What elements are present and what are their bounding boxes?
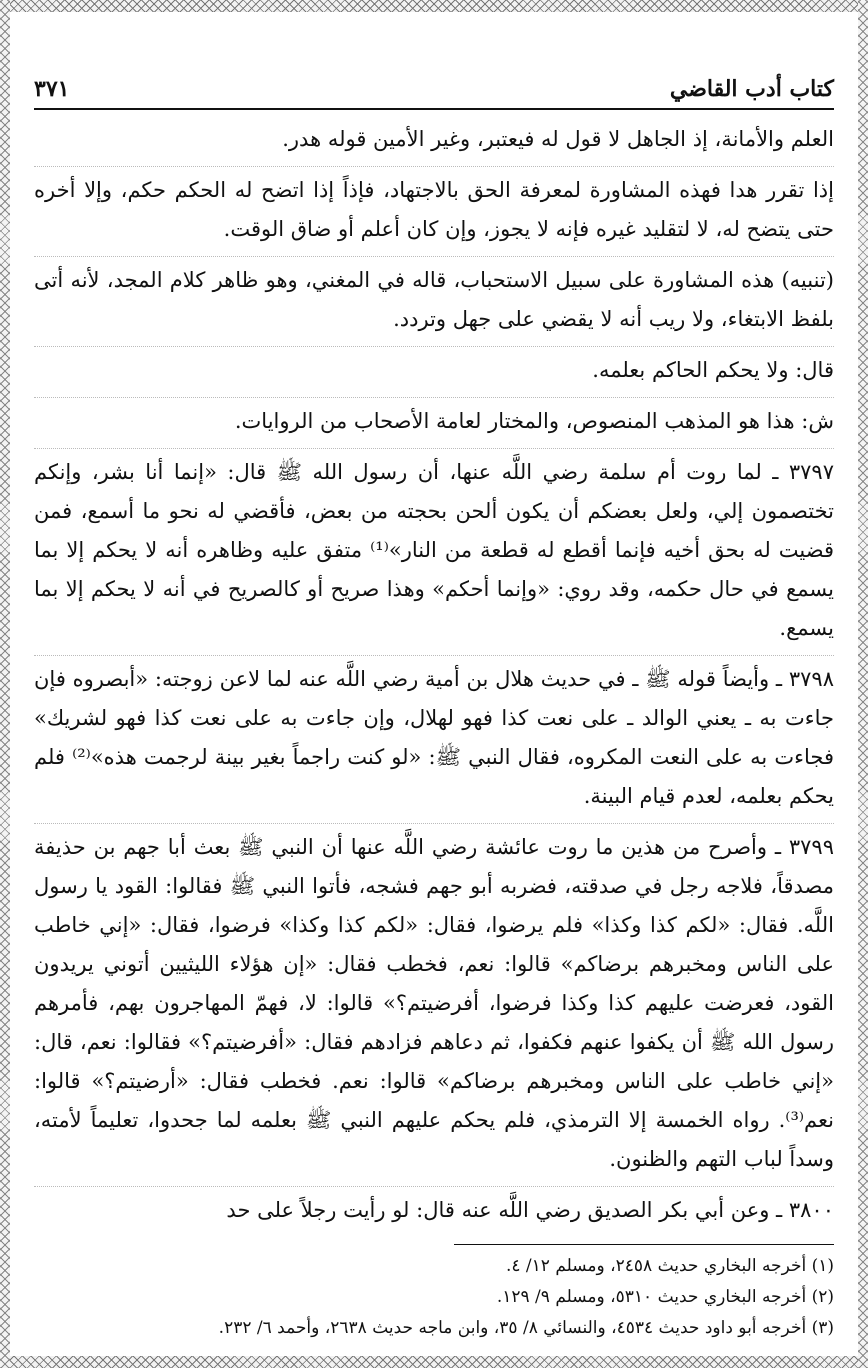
paragraph: ٣٧٩٧ ـ لما روت أم سلمة رضي اللَّه عنها، أن رسول الله ﷺ قال: «إنما أنا بشر، وإنكم تختصمون إلي، ولعل بعضكم أن يكون ألحن بحجته من بعض، فأقضي له نحو ما أسمع، فمن قضيت له بحق أخيه فإنما أقطع له قطعة من النار»⁽¹⁾ متفق عليه وظاهره أنه لا يحكم إلا بما يسمع في حال حكمه، وقد روي: «وإنما أحكم» وهذا صريح أو كالصريح في أنه لا يحكم إلا بما يسمع.	[34, 448, 834, 648]
paragraph: قال: ولا يحكم الحاكم بعلمه.	[34, 346, 834, 390]
decorative-border-bottom	[0, 1356, 868, 1368]
footnote: (٣) أخرجه أبو داود حديث ٤٥٣٤، والنسائي ٨/ ٣٥، وابن ماجه حديث ٢٦٣٨، وأحمد ٦/ ٢٣٢.	[218, 1318, 834, 1338]
footnotes	[34, 1251, 834, 1344]
running-header	[34, 62, 834, 110]
footnote-divider	[454, 1244, 834, 1245]
chapter-title: كتاب أدب القاضي	[669, 76, 834, 102]
decorative-border-top	[0, 0, 868, 12]
decorative-border-right	[858, 0, 868, 1368]
paragraph: (تنبيه) هذه المشاورة على سبيل الاستحباب، قاله في المغني، وهو ظاهر كلام المجد، لأنه أتى بلفظ الابتغاء، ولا ريب أنه لا يقضي على جهل وتردد.	[34, 256, 834, 339]
paragraph: ٣٧٩٩ ـ وأصرح من هذين ما روت عائشة رضي اللَّه عنها أن النبي ﷺ بعث أبا جهم بن حذيفة مصدقاً، فلاجه رجل في صدقته، فضربه أبو جهم فشجه، فأتوا النبي ﷺ فقالوا: القود يا رسول اللَّه. فقال: «لكم كذا وكذا» فلم يرضوا، فقال: «لكم كذا وكذا» فرضوا، فقال: «إني خاطب على الناس ومخبرهم برضاكم» قالوا: نعم، فخطب فقال: «إن هؤلاء الليثيين أتوني يريدون القود، فعرضت عليهم كذا وكذا فرضوا، أفرضيتم؟» قالوا: لا، فهمّ المهاجرون بهم، فأمرهم رسول الله ﷺ أن يكفوا عنهم فكفوا، ثم دعاهم فزادهم فقال: «أفرضيتم؟» فقالوا: نعم، قال: «إني خاطب على الناس ومخبرهم برضاكم» قالوا: نعم. فخطب فقال: «أرضيتم؟» قالوا: نعم⁽³⁾. رواه الخمسة إلا الترمذي، فلم يحكم عليهم النبي ﷺ بعلمه لما جحدوا، تعليماً لأمته، وسداً لباب التهم والظنون.	[34, 823, 834, 1179]
page-number: ٣٧١	[34, 76, 70, 102]
paragraph: ٣٧٩٨ ـ وأيضاً قوله ﷺ ـ في حديث هلال بن أمية رضي اللَّه عنه لما لاعن زوجته: «أبصروه فإن جاءت به ـ يعني الوالد ـ على نعت كذا فهو لهلال، وإن جاءت به على نعت كذا فهو لشريك» فجاءت به على النعت المكروه، فقال النبي ﷺ: «لو كنت راجماً بغير بينة لرجمت هذه»⁽²⁾ فلم يحكم بعلمه، لعدم قيام البينة.	[34, 655, 834, 816]
footnote: (١) أخرجه البخاري حديث ٢٤٥٨، ومسلم ١٢/ ٤.	[505, 1256, 834, 1276]
paragraph: إذا تقرر هدا فهذه المشاورة لمعرفة الحق بالاجتهاد، فإذاً إذا اتضح له الحكم حكم، وإلا أخره حتى يتضح له، لا لتقليد غيره فإنه لا يجوز، وإن كان أعلم أو ضاق الوقت.	[34, 166, 834, 249]
paragraph: العلم والأمانة، إذ الجاهل لا قول له فيعتبر، وغير الأمين قوله هدر.	[282, 127, 834, 151]
paragraph: ٣٨٠٠ ـ وعن أبي بكر الصديق رضي اللَّه عنه قال: لو رأيت رجلاً على حد	[34, 1186, 834, 1230]
paragraph: ش: هذا هو المذهب المنصوص، والمختار لعامة الأصحاب من الروايات.	[34, 397, 834, 441]
main-text	[34, 120, 834, 1230]
book-page	[34, 62, 834, 1344]
decorative-border-left	[0, 0, 10, 1368]
footnote: (٢) أخرجه البخاري حديث ٥٣١٠، ومسلم ٩/ ١٢٩.	[496, 1287, 834, 1307]
